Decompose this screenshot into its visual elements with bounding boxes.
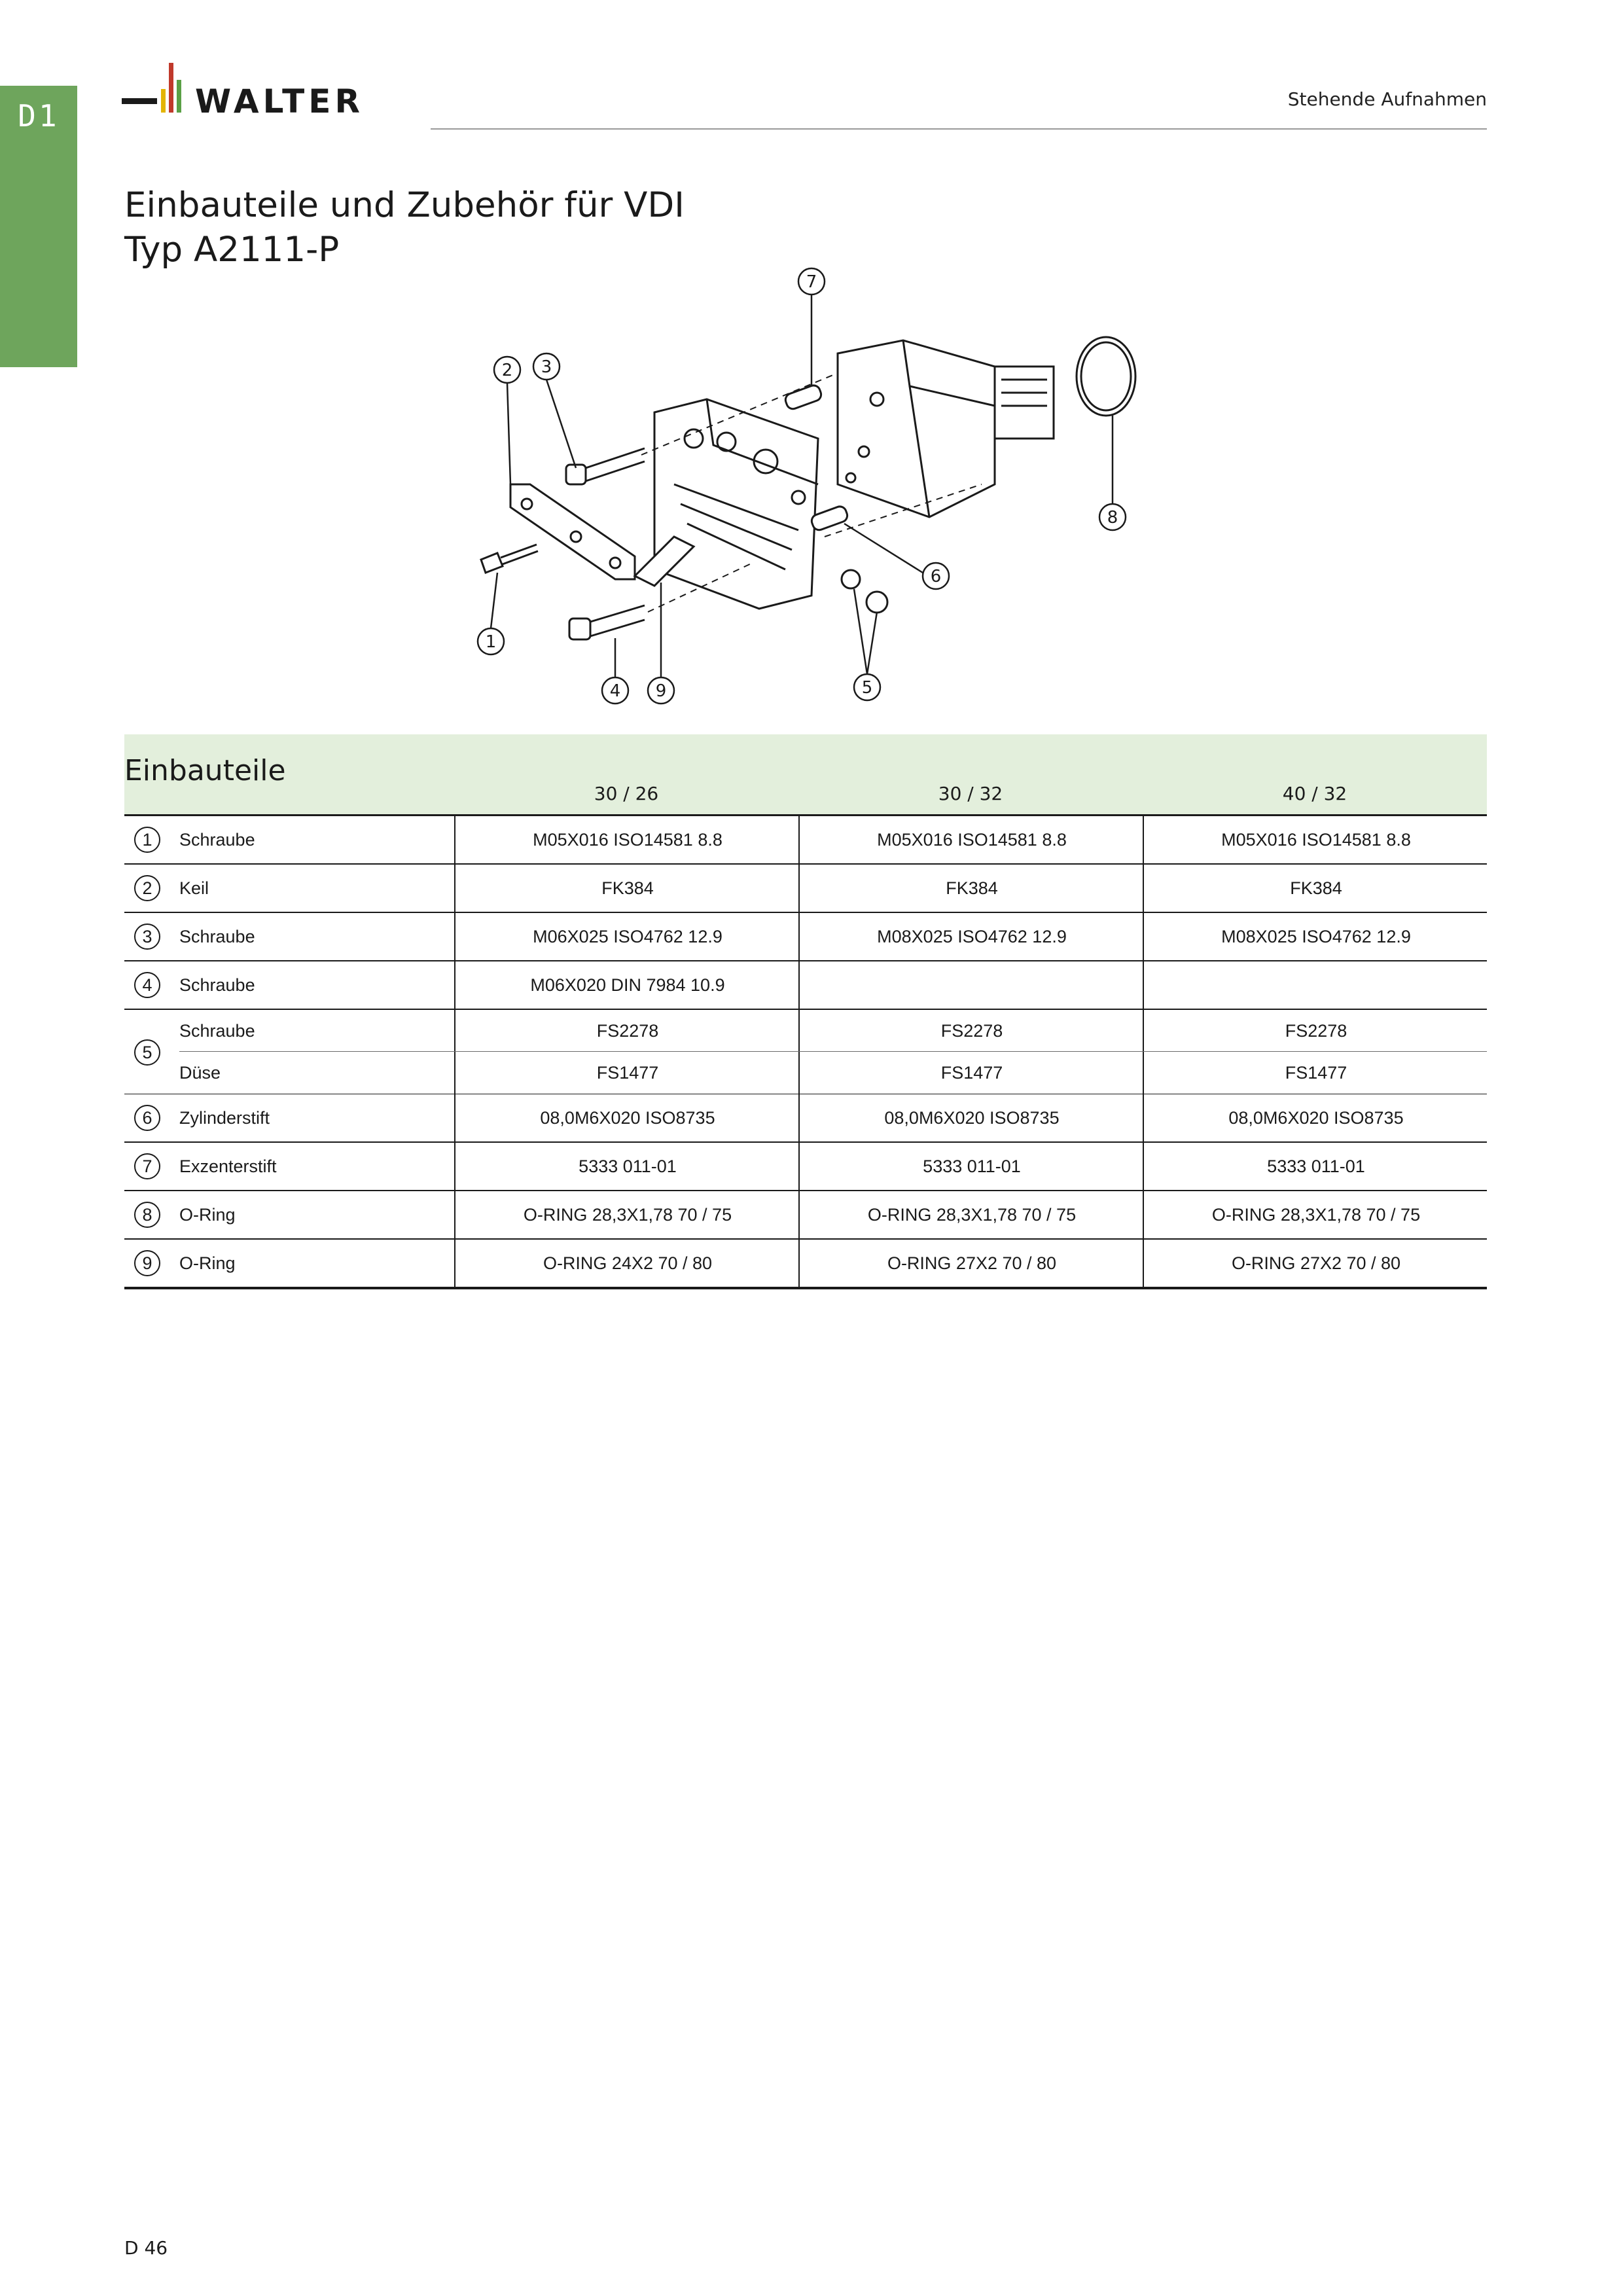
- svg-text:2: 2: [501, 361, 513, 380]
- part-name: O-Ring: [179, 1253, 236, 1273]
- svg-text:4: 4: [609, 681, 621, 701]
- title-line-1: Einbauteile und Zubehör für VDI: [124, 185, 685, 225]
- part-name: Düse: [179, 1062, 221, 1083]
- value-cell: FS2278: [798, 1010, 1144, 1052]
- item-number: 4: [134, 972, 160, 998]
- value-cell: [798, 961, 1144, 1009]
- svg-text:9: 9: [655, 681, 667, 701]
- item-number: 5: [134, 1039, 160, 1066]
- value-cell: 08,0M6X020 ISO8735: [454, 1094, 800, 1141]
- column-header-30-32: 30 / 32: [938, 783, 1003, 804]
- parts-table: [124, 814, 1487, 1289]
- value-cell: 08,0M6X020 ISO8735: [1143, 1094, 1488, 1141]
- item-number: 6: [134, 1105, 160, 1131]
- table-row: [124, 1052, 1487, 1094]
- nozzle-5a: [842, 570, 860, 588]
- value-cell: M08X025 ISO4762 12.9: [1143, 913, 1488, 960]
- value-cell: O-RING 24X2 70 / 80: [454, 1240, 800, 1287]
- part-name: Zylinderstift: [179, 1107, 270, 1128]
- column-header-30-26: 30 / 26: [594, 783, 659, 804]
- svg-text:7: 7: [806, 272, 817, 292]
- value-cell: FS2278: [1143, 1010, 1488, 1052]
- item-number: 2: [134, 875, 160, 901]
- part-name: O-Ring: [179, 1204, 236, 1225]
- value-cell: FS1477: [798, 1052, 1144, 1094]
- svg-text:6: 6: [930, 567, 942, 586]
- item-number: 3: [134, 924, 160, 950]
- value-cell: FK384: [454, 865, 800, 912]
- value-cell: FK384: [1143, 865, 1488, 912]
- header-rule: [431, 128, 1487, 130]
- header-category: Stehende Aufnahmen: [1287, 88, 1487, 110]
- item-number: 8: [134, 1202, 160, 1228]
- value-cell: M06X020 DIN 7984 10.9: [454, 961, 800, 1009]
- value-cell: FS2278: [454, 1010, 800, 1052]
- part-name: Keil: [179, 878, 209, 898]
- part-name: Schraube: [179, 975, 255, 995]
- value-cell: 5333 011-01: [798, 1143, 1144, 1190]
- value-cell: O-RING 28,3X1,78 70 / 75: [454, 1191, 800, 1238]
- value-cell: M06X025 ISO4762 12.9: [454, 913, 800, 960]
- value-cell: O-RING 27X2 70 / 80: [1143, 1240, 1488, 1287]
- value-cell: M05X016 ISO14581 8.8: [1143, 816, 1488, 863]
- item-number: 9: [134, 1250, 160, 1276]
- value-cell: M05X016 ISO14581 8.8: [798, 816, 1144, 863]
- table-row: [124, 1010, 1487, 1052]
- table-row: [124, 1143, 1487, 1191]
- svg-text:8: 8: [1107, 508, 1118, 528]
- table-row: [124, 1191, 1487, 1240]
- column-header-40-32: 40 / 32: [1282, 783, 1347, 804]
- value-cell: M05X016 ISO14581 8.8: [454, 816, 800, 863]
- svg-text:5: 5: [861, 678, 873, 698]
- value-cell: O-RING 28,3X1,78 70 / 75: [1143, 1191, 1488, 1238]
- page-title: [124, 183, 685, 272]
- housing-part: [838, 340, 1054, 517]
- chapter-tab-label: D1: [18, 98, 60, 134]
- value-cell: O-RING 27X2 70 / 80: [798, 1240, 1144, 1287]
- item-number: 1: [134, 827, 160, 853]
- value-cell: M08X025 ISO4762 12.9: [798, 913, 1144, 960]
- item-number: 7: [134, 1153, 160, 1179]
- value-cell: 5333 011-01: [1143, 1143, 1488, 1190]
- screw-1: [481, 545, 538, 573]
- svg-text:WALTER: WALTER: [195, 82, 364, 120]
- part-name: Schraube: [179, 829, 255, 850]
- value-cell: O-RING 28,3X1,78 70 / 75: [798, 1191, 1144, 1238]
- front-block-part: [654, 399, 818, 609]
- screw-3: [566, 448, 645, 484]
- table-row-group-5: [124, 1010, 1487, 1094]
- pin-7: [784, 384, 823, 410]
- part-name: Schraube: [179, 1020, 255, 1041]
- title-line-2: Typ A2111-P: [124, 230, 340, 270]
- value-cell: FK384: [798, 865, 1144, 912]
- svg-text:1: 1: [485, 632, 497, 652]
- value-cell: FS1477: [1143, 1052, 1488, 1094]
- value-cell: 08,0M6X020 ISO8735: [798, 1094, 1144, 1141]
- walter-logo: [122, 60, 403, 132]
- part-name: Exzenterstift: [179, 1156, 277, 1176]
- nozzle-5b: [866, 592, 887, 613]
- value-cell: [1143, 961, 1488, 1009]
- part-name: Schraube: [179, 926, 255, 946]
- value-cell: FS1477: [454, 1052, 800, 1094]
- o-ring-8: [1077, 337, 1135, 416]
- svg-text:3: 3: [541, 357, 552, 377]
- section-title: Einbauteile: [124, 754, 286, 787]
- exploded-assembly-drawing: [458, 272, 1178, 720]
- screw-4: [569, 605, 645, 639]
- table-row: [124, 913, 1487, 961]
- page-number: D 46: [124, 2237, 168, 2259]
- table-row: [124, 1094, 1487, 1143]
- table-row: [124, 1240, 1487, 1289]
- table-row: [124, 865, 1487, 913]
- table-row: [124, 816, 1487, 865]
- value-cell: 5333 011-01: [454, 1143, 800, 1190]
- table-row: [124, 961, 1487, 1010]
